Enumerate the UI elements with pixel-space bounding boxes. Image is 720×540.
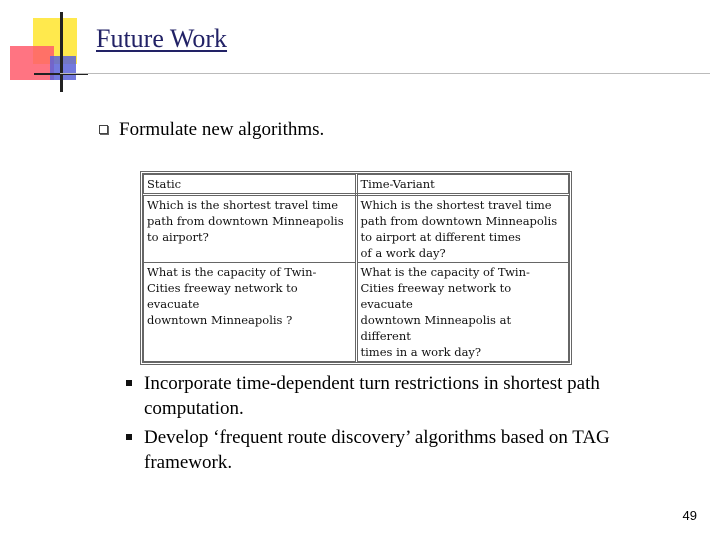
table-cell: What is the capacity of Twin- Cities freeway network to evacuate downtown Minneapolis at different times in a work day? [356, 263, 569, 362]
table-header-row [144, 175, 569, 195]
table-cell: Which is the shortest travel time path from downtown Minneapolis to airport at different times of a work day? [356, 195, 569, 263]
page-number: 49 [682, 508, 697, 523]
logo-blue-square [50, 56, 76, 80]
slide-title: Future Work [96, 24, 228, 53]
table-cell: What is the capacity of Twin- Cities freeway network to evacuate downtown Minneapolis ? [144, 263, 357, 362]
sub-bullet-text: Incorporate time-dependent turn restrictions in shortest path computation. [144, 373, 600, 419]
table-header-cell: Time-Variant [356, 175, 569, 195]
sub-bullet-text: Develop ‘frequent route discovery’ algorithms based on TAG framework. [144, 427, 610, 473]
square-bullet-icon [126, 434, 132, 440]
title-divider [60, 73, 710, 74]
square-bullet-icon [126, 380, 132, 386]
table-row [144, 263, 569, 362]
main-bullet-text: Formulate new algorithms. [119, 119, 325, 140]
table-header-cell: Static [144, 175, 357, 195]
table-cell: Which is the shortest travel time path from downtown Minneapolis to airport? [144, 195, 357, 263]
comparison-table [143, 174, 569, 362]
table-row [144, 195, 569, 263]
checkbox-bullet-icon [99, 125, 108, 134]
logo-vertical-line [60, 12, 63, 92]
